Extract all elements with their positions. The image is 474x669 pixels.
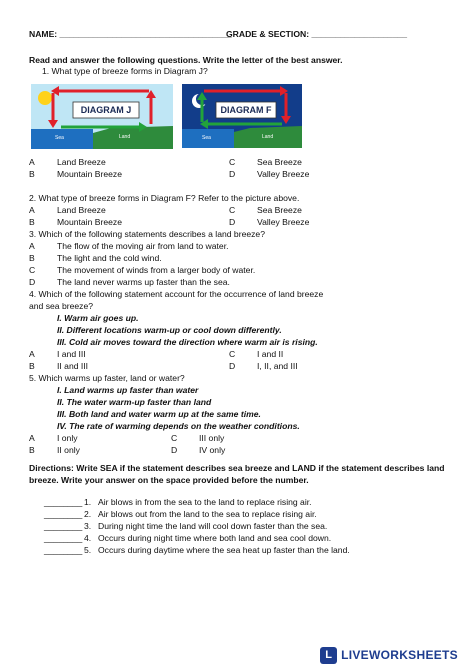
- diagram-f-title: DIAGRAM F: [220, 105, 272, 115]
- item-1-text: Air blows in from the sea to the land to replace rising air.: [98, 497, 312, 507]
- q1-question: 1. What type of breeze forms in Diagram J?: [42, 66, 208, 76]
- item-5-blank[interactable]: ________: [44, 545, 83, 555]
- q1-option-c-text: Sea Breeze: [257, 157, 302, 167]
- q3-option-a-letter: A: [29, 241, 35, 251]
- q3-option-d-text: The land never warms up faster than the sea.: [57, 277, 230, 287]
- q4-option-b-text: II and III: [57, 361, 89, 371]
- q4-option-d-text: I, II, and III: [257, 361, 298, 371]
- q4-statement-2: II. Different locations warm-up or cool down differently.: [57, 325, 282, 335]
- q5-option-c-letter: C: [171, 433, 178, 443]
- q3-option-d-letter: D: [29, 277, 36, 287]
- item-4-number: 4.: [84, 533, 92, 543]
- name-field-label: NAME: ____________________________________: [29, 29, 232, 39]
- item-1-blank[interactable]: ________: [44, 497, 83, 507]
- footer: [0, 641, 474, 669]
- q5-statement-2: II. The water warm-up faster than land: [57, 397, 212, 407]
- item-5-number: 5.: [84, 545, 92, 555]
- footer-brand[interactable]: LIVEWORKSHEETS: [341, 648, 458, 662]
- item-4-blank[interactable]: ________: [44, 533, 83, 543]
- q5-question: 5. Which warms up faster, land or water?: [29, 373, 185, 383]
- diagram-f-land-label: Land: [262, 134, 274, 140]
- q5-option-a-text: I only: [57, 433, 78, 443]
- item-1-number: 1.: [84, 497, 92, 507]
- diagram-j-land-label: Land: [119, 134, 131, 140]
- diagram-j: [31, 84, 173, 149]
- q5-option-c-text: III only: [199, 433, 225, 443]
- q4-option-a-letter: A: [29, 349, 35, 359]
- q5-option-d-letter: D: [171, 445, 178, 455]
- q3-option-c-text: The movement of winds from a larger body of water.: [57, 265, 256, 275]
- q2-question: 2. What type of breeze forms in Diagram F? Refer to the picture above.: [29, 193, 300, 203]
- item-2-number: 2.: [84, 509, 92, 519]
- q3-question: 3. Which of the following statements describes a land breeze?: [29, 229, 265, 239]
- q3-option-a-text: The flow of the moving air from land to water.: [57, 241, 229, 251]
- item-3-blank[interactable]: ________: [44, 521, 83, 531]
- diagram-j-sea-label: Sea: [55, 135, 64, 141]
- q2-option-d-letter: D: [229, 217, 236, 227]
- q4-question-line2: and sea breeze?: [29, 301, 94, 311]
- q4-option-d-letter: D: [229, 361, 236, 371]
- q1-option-b-text: Mountain Breeze: [57, 169, 122, 179]
- q5-option-b-letter: B: [29, 445, 35, 455]
- q1-option-a-text: Land Breeze: [57, 157, 106, 167]
- q2-option-a-text: Land Breeze: [57, 205, 106, 215]
- q2-option-d-text: Valley Breeze: [257, 217, 310, 227]
- q3-option-c-letter: C: [29, 265, 36, 275]
- q2-option-c-letter: C: [229, 205, 236, 215]
- q5-option-d-text: IV only: [199, 445, 226, 455]
- item-2-text: Air blows out from the land to the sea to replace rising air.: [98, 509, 317, 519]
- q2-option-c-text: Sea Breeze: [257, 205, 302, 215]
- q1-option-b-letter: B: [29, 169, 35, 179]
- q1-option-c-letter: C: [229, 157, 236, 167]
- q2-option-b-text: Mountain Breeze: [57, 217, 122, 227]
- q4-option-a-text: I and III: [57, 349, 86, 359]
- q1-option-a-letter: A: [29, 157, 35, 167]
- item-5-text: Occurs during daytime where the sea heat up faster than the land.: [98, 545, 350, 555]
- instructions: Read and answer the following questions. Write the letter of the best answer.: [29, 55, 343, 65]
- item-3-text: During night time the land will cool down faster than the sea.: [98, 521, 328, 531]
- diagram-f: [182, 84, 302, 148]
- q1-option-d-letter: D: [229, 169, 236, 179]
- directions-line2: breeze. Write your answer on the space provided before the number.: [29, 475, 309, 485]
- q5-statement-3: III. Both land and water warm up at the same time.: [57, 409, 261, 419]
- diagram-j-title: DIAGRAM J: [80, 105, 132, 115]
- q4-statement-1: I. Warm air goes up.: [57, 313, 139, 323]
- q5-option-a-letter: A: [29, 433, 35, 443]
- liveworksheets-logo-icon: L: [320, 647, 337, 664]
- q5-statement-1: I. Land warms up faster than water: [57, 385, 199, 395]
- grade-section-field-label: GRADE & SECTION: ____________________: [226, 29, 408, 39]
- diagram-f-sea-label: Sea: [202, 135, 211, 141]
- directions-line1: Directions: Write SEA if the statement describes sea breeze and LAND if the statement describes land: [29, 463, 445, 473]
- q3-option-b-text: The light and the cold wind.: [57, 253, 162, 263]
- q4-statement-3: III. Cold air moves toward the direction where warm air is rising.: [57, 337, 318, 347]
- item-4-text: Occurs during night time where both land and sea cool down.: [98, 533, 332, 543]
- q1-option-d-text: Valley Breeze: [257, 169, 310, 179]
- q2-option-a-letter: A: [29, 205, 35, 215]
- q5-statement-4: IV. The rate of warming depends on the weather conditions.: [57, 421, 300, 431]
- q3-option-b-letter: B: [29, 253, 35, 263]
- q4-question-line1: 4. Which of the following statement account for the occurrence of land breeze: [29, 289, 324, 299]
- q4-option-b-letter: B: [29, 361, 35, 371]
- q4-option-c-text: I and II: [257, 349, 284, 359]
- q5-option-b-text: II only: [57, 445, 80, 455]
- q4-option-c-letter: C: [229, 349, 236, 359]
- item-2-blank[interactable]: ________: [44, 509, 83, 519]
- sun-icon: [38, 91, 52, 105]
- item-3-number: 3.: [84, 521, 92, 531]
- q2-option-b-letter: B: [29, 217, 35, 227]
